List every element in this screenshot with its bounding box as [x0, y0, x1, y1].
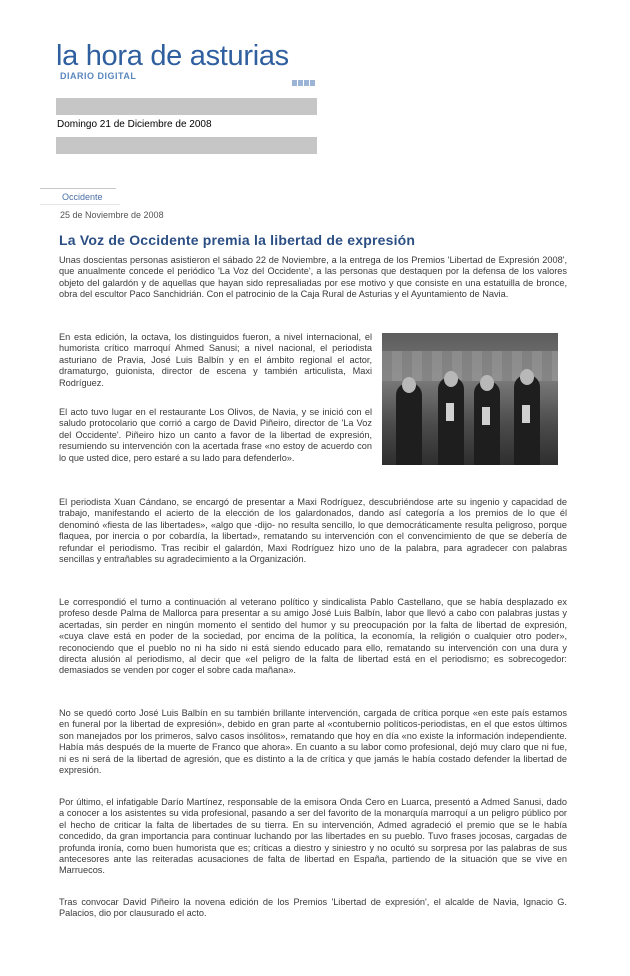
site-title: la hora de asturias [56, 40, 289, 72]
publication-date: 25 de Noviembre de 2008 [60, 210, 164, 220]
tab-divider-bottom [40, 204, 120, 205]
logo-dots [292, 73, 318, 81]
award-ceremony-photo [382, 333, 558, 465]
header-bar-bottom [56, 137, 317, 154]
article-paragraph: Le correspondió el turno a continuación al veterano político y sindicalista Pablo Castellano, que se había desplazado ex profeso desde Palma de Mallorca para presentar a su amigo José Luis Balbín, labor que llevó a cabo con palabras justas y acertadas, sin perder en ningún momento el sentido del humor y su preocupación por la falta de libertad de expresión, «cuya clave está en poder de la sociedad, por encima de la política, la economía, la religión o cualquier otro poder», reconociendo que el pueblo no ni ha sido ni está siendo educado para ello, rematando su intervención con una dura y directa alusión al periodismo, al decir que «el peligro de la falta de libertad está en el periodismo; es sobrecogedor: demasiados se venden por coger el sobre cada mañana». [59, 597, 567, 676]
article-paragraph: Unas doscientas personas asistieron el sábado 22 de Noviembre, a la entrega de los Premios 'Libertad de Expresión 2008', que anualmente concede el periódico 'La Voz del Occidente', a las personas que destaquen por la defensa de los valores objeto del galardón y de aquellas que hayan sido represaliadas por ese motivo y que consiste en una estatuilla de bronce, obra del escultor Paco Sanchidrián. Con el patrocinio de la Caja Rural de Asturias y el Ayuntamiento de Navia. [59, 255, 567, 300]
header-bar-top [56, 98, 317, 115]
site-logo[interactable] [56, 40, 318, 86]
article-headline: La Voz de Occidente premia la libertad de expresión [59, 232, 416, 248]
section-tab-occidente[interactable]: Occidente [62, 192, 103, 202]
article-paragraph: Por último, el infatigable Darío Martínez, responsable de la emisora Onda Cero en Luarca, presentó a Admed Sanusi, dado a conocer a los asistentes su vida profesional, pasando a ser del favorito de la monarquía marroquí a un peligro público por el hecho de criticar la falta de libertades de su tierra. En su intervención, Admed agradeció el premio que se le había concedido, da gran importancia para continuar luchando por las libertades en su pueblo. Tuvo frases jocosas, cargadas de profunda ironía, como buen humorista que es; críticas a diestro y siniestro y no ocultó su sorpresa por las palabras de sus antecesores ante las reiteradas acusaciones de falta de libertad en España, partiendo de la situación que se vive en Marruecos. [59, 797, 567, 876]
site-subtitle: DIARIO DIGITAL [60, 71, 137, 81]
article-paragraph: No se quedó corto José Luis Balbín en su también brillante intervención, cargada de crítica porque «en este país estamos en funeral por la libertad de expresión», debido en gran parte al «contubernio políticos-periodistas, en el que estos últimos son manejados por los primeros, salvo casos insólitos», rematando que hoy en día «no existe la información independiente. Había más después de la muerte de Franco que ahora». En cuanto a su labor como profesional, dejó muy claro que ni fue, ni es ni será de la libertad de agresión, que es distinto a la de crítica y que jamás le había costado defender la libertad de expresión. [59, 708, 567, 776]
article-paragraph: Tras convocar David Piñeiro la novena edición de los Premios 'Libertad de expresión', el alcalde de Navia, Ignacio G. Palacios, dio por clausurado el acto. [59, 897, 567, 919]
article-paragraph: El acto tuvo lugar en el restaurante Los Olivos, de Navia, y se inició con el saludo protocolario que corrió a cargo de David Piñeiro, director de 'La Voz del Occidente'. Piñeiro hizo un canto a favor de la libertad de expresión, resumiendo su intervención con la acertada frase «no estoy de acuerdo con lo que usted dice, pero estaré a su lado para defenderlo». [59, 407, 372, 463]
article-paragraph: El periodista Xuan Cándano, se encargó de presentar a Maxi Rodríguez, descubriéndose arte su ingenio y capacidad de trabajo, manifestando el acierto de la elección de los galardonados, dando así categoría a los premios de lo que él denominó «fiesta de las libertades», «algo que -dijo- no resulta sencillo, lo que democráticamente resulta peligroso, porque flaquea, por inercia o por cobardía, la libertad», rematando su intervención con el convencimiento de que se debería de refundar el periodismo. Tras recibir el galardón, Maxi Rodríguez hizo uno de la palabra, para agradecer con palabras sencillas y entrañables su agradecimiento a la Organización. [59, 497, 567, 565]
current-date: Domingo 21 de Diciembre de 2008 [57, 119, 212, 130]
tab-divider [40, 188, 116, 189]
article-paragraph: En esta edición, la octava, los distinguidos fueron, a nivel internacional, el humorista crítico marroquí Ahmed Sanusi; a nivel nacional, el periodista asturiano de Pravia, José Luis Balbín y en el ámbito regional el actor, dramaturgo, guionista, director de escena y también articulista, Maxi Rodríguez. [59, 332, 372, 388]
